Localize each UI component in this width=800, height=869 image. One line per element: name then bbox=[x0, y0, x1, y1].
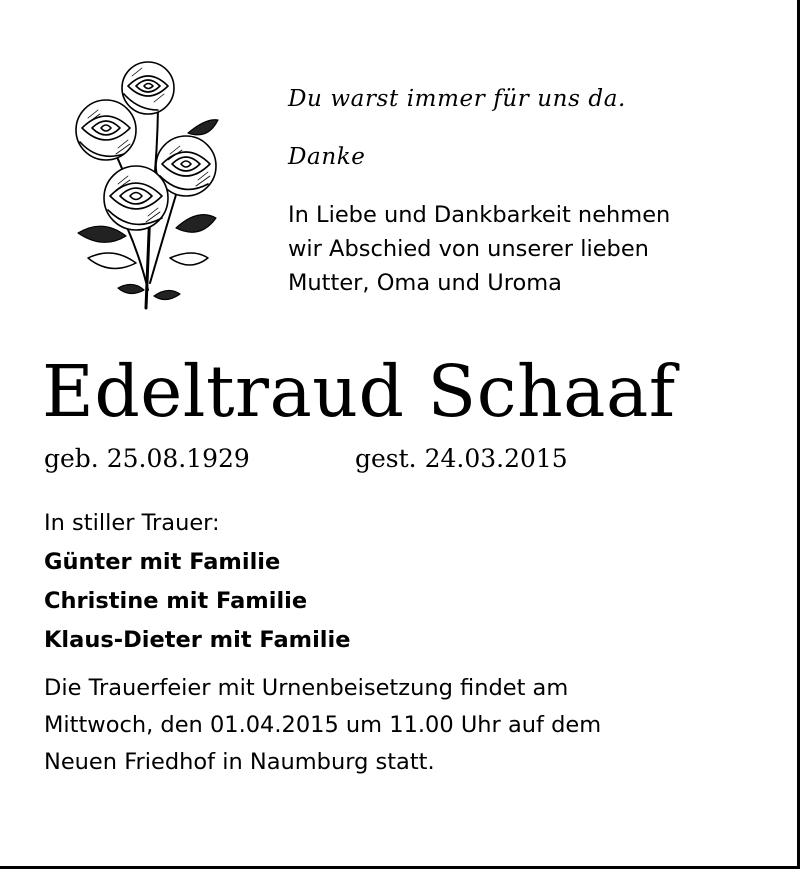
death-date: gest. 24.03.2015 bbox=[355, 444, 568, 473]
memorial-quote: Du warst immer für uns da. bbox=[288, 86, 626, 112]
birth-date: geb. 25.08.1929 bbox=[44, 444, 250, 473]
funeral-line: Neuen Friedhof in Naumburg statt. bbox=[44, 749, 435, 775]
funeral-line: Mittwoch, den 01.04.2015 um 11.00 Uhr auf dem bbox=[44, 712, 602, 738]
roses-icon bbox=[58, 58, 233, 313]
thanks-text: Danke bbox=[288, 144, 366, 170]
mourner-name: Günter mit Familie bbox=[44, 549, 281, 575]
intro-line: Mutter, Oma und Uroma bbox=[288, 270, 562, 296]
mourners-heading: In stiller Trauer: bbox=[44, 510, 220, 536]
farewell-intro bbox=[288, 198, 670, 300]
mourners-section bbox=[44, 504, 351, 660]
deceased-name: Edeltraud Schaaf bbox=[42, 350, 676, 433]
funeral-line: Die Trauerfeier mit Urnenbeisetzung findet am bbox=[44, 675, 569, 701]
funeral-details bbox=[44, 670, 601, 781]
intro-line: wir Abschied von unserer lieben bbox=[288, 236, 649, 262]
mourner-name: Klaus-Dieter mit Familie bbox=[44, 627, 351, 653]
mourner-name: Christine mit Familie bbox=[44, 588, 308, 614]
intro-line: In Liebe und Dankbarkeit nehmen bbox=[288, 202, 671, 228]
